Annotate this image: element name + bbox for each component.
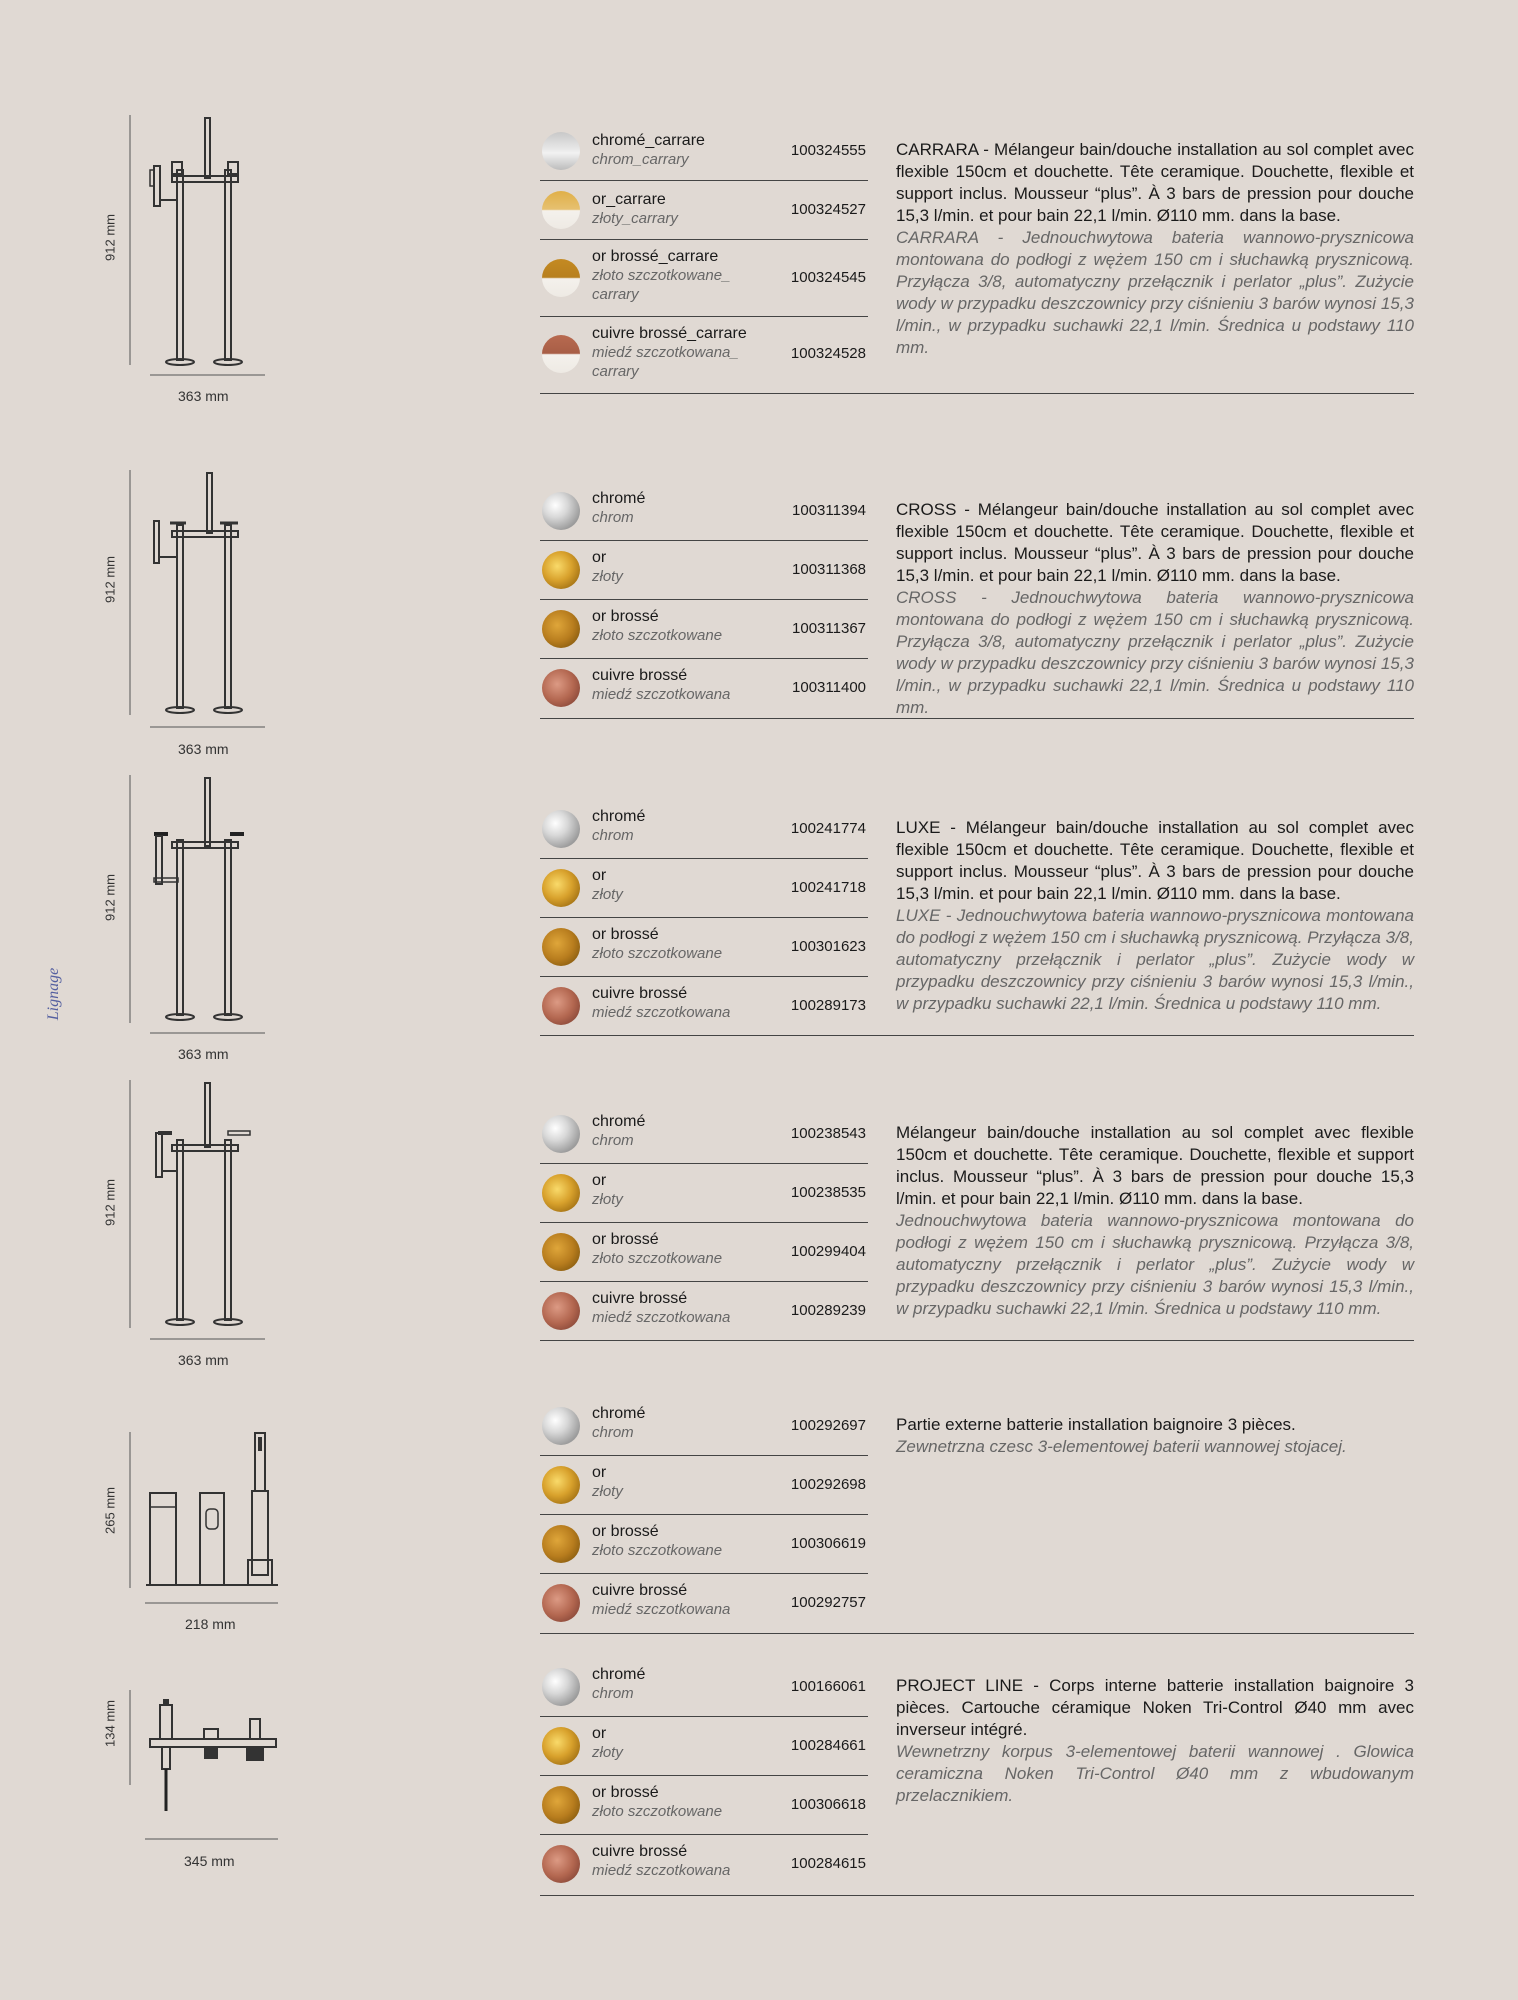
finish-name: chromé_carrare <box>592 132 705 149</box>
finish-name-pl: miedź szczotkowana <box>592 686 731 703</box>
variant-row[interactable] <box>540 918 868 977</box>
finish-name: or brossé <box>592 1784 659 1801</box>
product-code: 100311368 <box>792 561 866 578</box>
description-fr: CARRARA - Mélangeur bain/douche installation au sol complet avec flexible 150cm et douchette. Tête ceramique. Douchette, flexible et support inclus. Mousseur “plus”. À 3 bars de pression pour douche 15,3 l/min. et pour bain 22,1 l/min. Ø110 mm. dans la base. <box>896 140 1414 225</box>
variant-row[interactable] <box>540 1164 868 1223</box>
variant-row[interactable] <box>540 1776 868 1835</box>
finish-swatch <box>542 869 580 907</box>
product-code: 100324527 <box>790 201 866 218</box>
finish-name-pl: złoto szczotkowane <box>592 1542 723 1559</box>
finish-name-pl: złoty <box>592 1744 623 1761</box>
height-dimension: 265 mm <box>102 1487 118 1534</box>
finish-name-pl: złoty_carrary <box>592 210 678 227</box>
finish-swatch <box>542 1845 580 1883</box>
product-code: 100324545 <box>790 269 866 286</box>
variant-row[interactable] <box>540 181 868 240</box>
product-code: 100241774 <box>790 820 866 837</box>
description-fr: LUXE - Mélangeur bain/douche installation au sol complet avec flexible 150cm et douchette. Tête ceramique. Douchette, flexible et support inclus. Mousseur “plus”. À 3 bars de pression pour douche 15,3 l/min. et pour bain 22,1 l/min. Ø110 mm. dans la base. <box>896 818 1414 903</box>
finish-swatch <box>542 1466 580 1504</box>
description-pl: CROSS - Jednouchwytowa bateria wannowo-prysznicowa montowana do podłogi z wężem 150 cm i słuchawką prysznicową. Przyłącza 3/8, automatyczny przełącznik i perlator „plus”. Zużycie wody w przypadku deszczownicy przy ciśnieniu 3 barów wynosi 15,3 l/min., w przypadku suchawki 22,1 l/min. Średnica u podstawy 110 mm. <box>896 588 1414 717</box>
variant-row[interactable] <box>540 859 868 918</box>
product-description <box>896 817 1414 1015</box>
product-code: 100299404 <box>790 1243 866 1260</box>
height-dimension: 134 mm <box>102 1700 118 1747</box>
description-pl: Wewnetrzny korpus 3-elementowej baterii wannowej . Glowica ceramiczna Noken Tri-Control Ø40 mm z wbudowanym przelacznikiem. <box>896 1742 1414 1805</box>
finish-swatch <box>542 928 580 966</box>
variant-list <box>540 800 868 1036</box>
height-dimension: 912 mm <box>102 214 118 261</box>
finish-name: cuivre brossé <box>592 667 688 684</box>
variant-row[interactable] <box>540 1282 868 1341</box>
finish-name-pl: złoty <box>592 1483 623 1500</box>
variant-row[interactable] <box>540 1574 868 1633</box>
product-code: 100241718 <box>790 879 866 896</box>
product-code: 100306618 <box>790 1796 866 1813</box>
finish-swatch <box>542 335 580 373</box>
variant-row[interactable] <box>540 482 868 541</box>
finish-swatch <box>542 1786 580 1824</box>
finish-name: chromé <box>592 1666 646 1683</box>
floor-mixer-drawing <box>120 110 280 380</box>
bath-set-drawing <box>120 1425 290 1605</box>
product-code: 100292697 <box>790 1417 866 1434</box>
product-code: 100311400 <box>792 679 866 696</box>
product-description <box>896 499 1414 719</box>
finish-swatch <box>542 1292 580 1330</box>
finish-name: cuivre brossé_carrare <box>592 325 747 342</box>
variant-row[interactable] <box>540 659 868 718</box>
finish-name: or <box>592 1464 607 1481</box>
finish-name: or <box>592 867 607 884</box>
width-dimension: 363 mm <box>178 1352 229 1368</box>
finish-name-pl: chrom_carrary <box>592 151 689 168</box>
variant-row[interactable] <box>540 317 868 393</box>
description-pl: LUXE - Jednouchwytowa bateria wannowo-prysznicowa montowana do podłogi z wężem 150 cm i słuchawką prysznicową. Przyłącza 3/8, automatyczny przełącznik i perlator „plus”. Zużycie wody w przypadku deszczownicy przy ciśnieniu 3 barów wynosi 15,3 l/min., w przypadku suchawki 22,1 l/min. Średnica u podstawy 110 mm. <box>896 906 1414 1013</box>
finish-swatch <box>542 669 580 707</box>
variant-row[interactable] <box>540 541 868 600</box>
finish-name-pl: miedź szczotkowana_ carrary <box>592 344 739 380</box>
finish-swatch <box>542 551 580 589</box>
variant-list <box>540 1397 868 1633</box>
finish-name: or <box>592 549 607 566</box>
finish-name: cuivre brossé <box>592 1290 688 1307</box>
finish-swatch <box>542 259 580 297</box>
floor-mixer-drawing <box>120 770 280 1040</box>
product-code: 100324528 <box>790 345 866 362</box>
variant-list <box>540 1105 868 1341</box>
height-dimension: 912 mm <box>102 1179 118 1226</box>
finish-name-pl: miedź szczotkowana <box>592 1862 731 1879</box>
finish-name: cuivre brossé <box>592 1843 688 1860</box>
finish-name: cuivre brossé <box>592 985 688 1002</box>
product-code: 100292757 <box>790 1594 866 1611</box>
variant-row[interactable] <box>540 1397 868 1456</box>
finish-name-pl: chrom <box>592 1685 634 1702</box>
finish-name: or_carrare <box>592 191 666 208</box>
finish-swatch <box>542 191 580 229</box>
finish-name: or brossé <box>592 608 659 625</box>
section-divider <box>540 1633 1414 1634</box>
width-dimension: 218 mm <box>185 1616 236 1632</box>
width-dimension: 363 mm <box>178 741 229 757</box>
variant-row[interactable] <box>540 1456 868 1515</box>
finish-swatch <box>542 1233 580 1271</box>
variant-row[interactable] <box>540 1223 868 1282</box>
product-code: 100311394 <box>792 502 866 519</box>
product-code: 100301623 <box>790 938 866 955</box>
variant-row[interactable] <box>540 600 868 659</box>
finish-swatch <box>542 1174 580 1212</box>
variant-row[interactable] <box>540 1515 868 1574</box>
variant-row[interactable] <box>540 240 868 317</box>
finish-name-pl: złoty <box>592 886 623 903</box>
product-code: 100324555 <box>790 142 866 159</box>
finish-name-pl: złoto szczotkowane <box>592 1803 723 1820</box>
variant-row[interactable] <box>540 800 868 859</box>
finish-name: chromé <box>592 808 646 825</box>
finish-name: or brossé_carrare <box>592 248 719 265</box>
product-code: 100306619 <box>790 1535 866 1552</box>
product-description <box>896 139 1414 359</box>
finish-name-pl: złoto szczotkowane <box>592 1250 723 1267</box>
finish-name: cuivre brossé <box>592 1582 688 1599</box>
description-fr: PROJECT LINE - Corps interne batterie installation baignoire 3 pièces. Cartouche céramique Noken Tri-Control Ø40 mm avec inverseur intégré. <box>896 1676 1414 1739</box>
finish-name-pl: chrom <box>592 509 634 526</box>
description-pl: Jednouchwytowa bateria wannowo-prysznicowa montowana do podłogi z wężem 150 cm i słuchawką prysznicową. Przyłącza 3/8, automatyczny przełącznik i perlator „plus”. Zużycie wody w przypadku deszczownicy przy ciśnieniu 3 barów wynosi 15,3 l/min., w przypadku suchawki 22,1 l/min. Średnica u podstawy 110 mm. <box>896 1211 1414 1318</box>
finish-swatch <box>542 492 580 530</box>
variant-list <box>540 1658 868 1894</box>
finish-swatch <box>542 810 580 848</box>
description-pl: Zewnetrzna czesc 3-elementowej baterii wannowej stojacej. <box>896 1437 1347 1456</box>
finish-name-pl: złoty <box>592 1191 623 1208</box>
product-code: 100289173 <box>790 997 866 1014</box>
finish-name: chromé <box>592 1113 646 1130</box>
product-code: 100292698 <box>790 1476 866 1493</box>
section-divider <box>540 393 1414 394</box>
finish-swatch <box>542 1525 580 1563</box>
variant-row[interactable] <box>540 1717 868 1776</box>
variant-row[interactable] <box>540 1658 868 1717</box>
variant-list <box>540 122 868 393</box>
description-fr: Mélangeur bain/douche installation au sol complet avec flexible 150cm et douchette. Tête ceramique. Douchette, flexible et support inclus. Mousseur “plus”. À 3 bars de pression pour douche 15,3 l/min. et pour bain 22,1 l/min. Ø110 mm. dans la base. <box>896 1123 1414 1208</box>
finish-name-pl: miedź szczotkowana <box>592 1004 731 1021</box>
product-code: 100289239 <box>790 1302 866 1319</box>
finish-name-pl: złoto szczotkowane_ carrary <box>592 267 731 303</box>
section-divider <box>540 718 1414 719</box>
finish-name: chromé <box>592 490 646 507</box>
finish-name: or brossé <box>592 926 659 943</box>
product-description <box>896 1122 1414 1320</box>
description-fr: CROSS - Mélangeur bain/douche installation au sol complet avec flexible 150cm et douchette. Tête ceramique. Douchette, flexible et support inclus. Mousseur “plus”. À 3 bars de pression pour douche 15,3 l/min. et pour bain 22,1 l/min. Ø110 mm. dans la base. <box>896 500 1414 585</box>
finish-name-pl: złoty <box>592 568 623 585</box>
finish-swatch <box>542 1407 580 1445</box>
height-dimension: 912 mm <box>102 874 118 921</box>
finish-name: or <box>592 1725 607 1742</box>
finish-name: chromé <box>592 1405 646 1422</box>
finish-swatch <box>542 1727 580 1765</box>
variant-row[interactable] <box>540 977 868 1036</box>
finish-swatch <box>542 1115 580 1153</box>
finish-name-pl: miedź szczotkowana <box>592 1601 731 1618</box>
width-dimension: 345 mm <box>184 1853 235 1869</box>
finish-name-pl: chrom <box>592 1424 634 1441</box>
finish-swatch <box>542 987 580 1025</box>
finish-name-pl: złoto szczotkowane <box>592 945 723 962</box>
section-divider <box>540 1035 1414 1036</box>
product-code: 100238543 <box>790 1125 866 1142</box>
width-dimension: 363 mm <box>178 1046 229 1062</box>
height-dimension: 912 mm <box>102 556 118 603</box>
variant-row[interactable] <box>540 1105 868 1164</box>
finish-swatch <box>542 1668 580 1706</box>
variant-row[interactable] <box>540 1835 868 1894</box>
finish-swatch <box>542 610 580 648</box>
width-dimension: 363 mm <box>178 388 229 404</box>
product-code: 100311367 <box>792 620 866 637</box>
concealed-body-drawing <box>120 1685 290 1845</box>
finish-swatch <box>542 1584 580 1622</box>
floor-mixer-drawing <box>120 465 280 735</box>
finish-name: or brossé <box>592 1523 659 1540</box>
finish-name-pl: miedź szczotkowana <box>592 1309 731 1326</box>
variant-list <box>540 482 868 718</box>
finish-name-pl: złoto szczotkowane <box>592 627 723 644</box>
finish-name-pl: chrom <box>592 827 634 844</box>
description-fr: Partie externe batterie installation baignoire 3 pièces. <box>896 1415 1296 1434</box>
product-code: 100284661 <box>790 1737 866 1754</box>
finish-name: or brossé <box>592 1231 659 1248</box>
finish-name-pl: chrom <box>592 1132 634 1149</box>
finish-swatch <box>542 132 580 170</box>
product-code: 100284615 <box>790 1855 866 1872</box>
product-description <box>896 1414 1414 1458</box>
floor-mixer-drawing <box>120 1075 280 1345</box>
section-divider <box>540 1895 1414 1896</box>
finish-name: or <box>592 1172 607 1189</box>
brand-side-label: Lignage <box>45 967 63 1021</box>
product-description <box>896 1675 1414 1807</box>
product-code: 100238535 <box>790 1184 866 1201</box>
description-pl: CARRARA - Jednouchwytowa bateria wannowo-prysznicowa montowana do podłogi z wężem 150 cm i słuchawką prysznicową. Przyłącza 3/8, automatyczny przełącznik i perlator „plus”. Zużycie wody w przypadku deszczownicy przy ciśnieniu 3 barów wynosi 15,3 l/min., w przypadku suchawki 22,1 l/min. Średnica u podstawy 110 mm. <box>896 228 1414 357</box>
product-code: 100166061 <box>790 1678 866 1695</box>
variant-row[interactable] <box>540 122 868 181</box>
section-divider <box>540 1340 1414 1341</box>
